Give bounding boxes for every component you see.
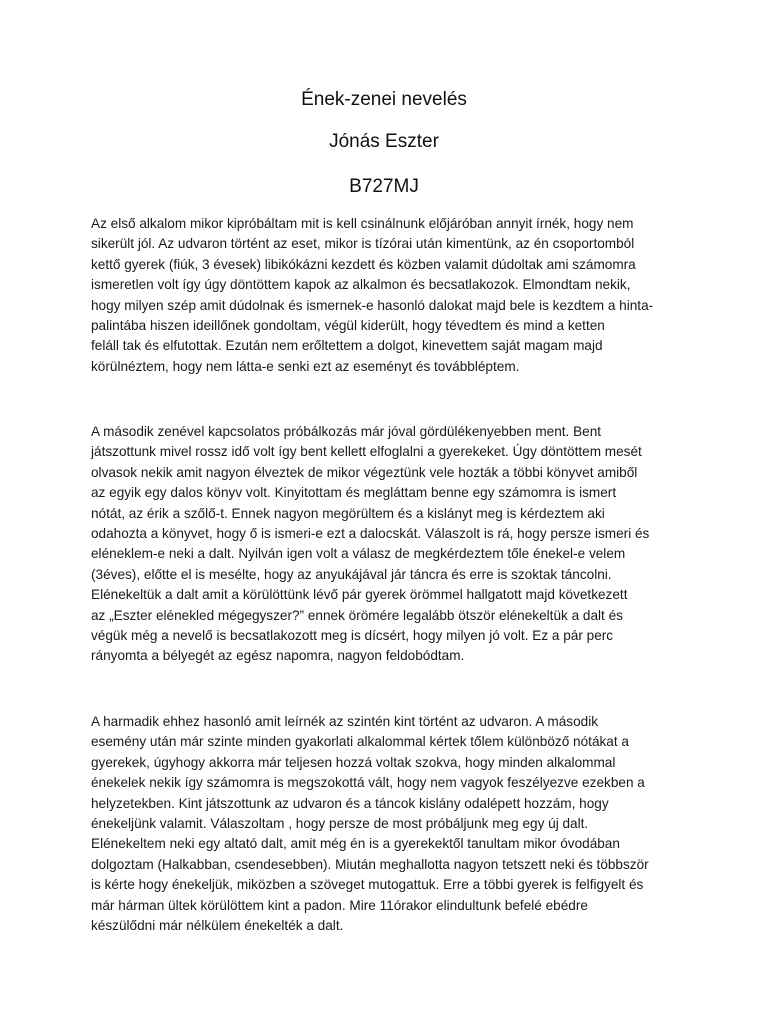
paragraph-line: körülnéztem, hogy nem látta-e senki ezt az eseményt és továbbléptem.	[91, 358, 520, 374]
paragraph-1	[91, 214, 691, 377]
document-title: Ének-zenei nevelés	[301, 89, 467, 110]
paragraph-line: hogy milyen szép amit dúdolnak és ismernek-e hasonló dalokat majd bele is kezdtem a hinta-	[91, 297, 654, 313]
paragraph-line: A második zenével kapcsolatos próbálkozás már jóval gördülékenyebben ment. Bent	[91, 424, 602, 439]
paragraph-2	[91, 422, 691, 667]
paragraph-line: (3éves), előtte el is mesélte, hogy az anyukájával jár táncra és erre is szoktak táncolni.	[91, 566, 612, 582]
paragraph-line: A harmadik ehhez hasonló amit leírnék az szintén kint történt az udvaron. A második	[91, 714, 599, 729]
paragraph-line: játszottunk mivel rossz idő volt így bent kellett elfoglalni a gyerekeket. Úgy döntöttem mesét	[91, 444, 642, 460]
paragraph-line: ismeretlen volt így úgy döntöttem kapok az alkalmon és becsatlakozok. Elmondtam nekik,	[91, 277, 631, 293]
paragraph-line: esemény után már szinte minden gyakorlati alkalommal kértek tőlem különböző nótákat a	[91, 734, 629, 750]
paragraph-line: is kérte hogy énekeljük, miközben a szöveget mutogattuk. Erre a többi gyerek is felfigyelt és	[91, 877, 644, 893]
paragraph-line: Elénekeltük a dalt amit a körülöttünk lévő pár gyerek örömmel hallgatott majd következett	[91, 587, 628, 603]
paragraph-line: az „Eszter elénekled mégegyszer?” ennek örömére legalább ötször elénekeltük a dalt és	[91, 607, 623, 623]
paragraph-line: odahozta a könyvet, hogy ő is ismeri-e ezt a dalocskát. Válaszolt is rá, hogy persze ismeri és	[91, 525, 650, 541]
student-code: B727MJ	[349, 176, 419, 197]
paragraph-line: gyerekek, úgyhogy akkorra már teljesen hozzá voltak szokva, hogy minden alkalommal	[91, 754, 616, 770]
paragraph-line: Az első alkalom mikor kipróbáltam mit is kell csinálnunk előjáróban annyit írnék, hogy nem	[91, 216, 634, 231]
author-name: Jónás Eszter	[329, 131, 439, 152]
paragraph-line: palintába hiszen ideillőnek gondoltam, végül kiderült, hogy tévedtem és mind a ketten	[91, 317, 605, 333]
paragraph-line: énekelek nekik így számomra is megszokottá vált, hogy nem vagyok feszélyezve ezekben a	[91, 775, 645, 791]
paragraph-line: dolgoztam (Halkabban, csendesebben). Miután meghallotta nagyon tetszett neki és többször	[91, 856, 649, 872]
paragraph-line: feláll tak és elfutottak. Ezután nem erőltettem a dolgot, kinevettem saját magam majd	[91, 338, 603, 354]
paragraph-line: olvasok nekik amit nagyon élveztek de mikor végeztünk vele hozták a többi könyvet amiből	[91, 464, 638, 480]
paragraph-line: az egyik egy dalos könyv volt. Kinyitottam és megláttam benne egy számomra is ismert	[91, 485, 617, 501]
paragraph-line: már hárman ültek körülöttem kint a padon. Mire 11órakor elindultunk befelé ebédre	[91, 897, 588, 913]
paragraph-line: készülődni már nélkülem énekelték a dalt.	[91, 917, 344, 933]
paragraph-line: helyzetekben. Kint játszottunk az udvaron és a táncok kislány odalépett hozzám, hogy	[91, 795, 609, 811]
paragraph-line: Elénekeltem neki egy altató dalt, amit még én is a gyerekektől tanultam mikor óvodában	[91, 836, 620, 852]
paragraph-line: rányomta a bélyegét az egész napomra, nagyon feldobódtam.	[91, 648, 465, 664]
paragraph-line: kettő gyerek (fiúk, 3 évesek) libikókázni kezdett és közben valamit dúdoltak ami számomra	[91, 256, 636, 272]
paragraph-line: énekeljünk valamit. Válaszoltam , hogy persze de most próbáljunk meg egy új dalt.	[91, 815, 589, 831]
paragraph-line: eléneklem-e neki a dalt. Nyilván igen volt a válasz de megkérdeztem tőle énekel-e velem	[91, 546, 626, 562]
paragraph-line: nótát, az érik a szőlő-t. Ennek nagyon megörültem és a kislányt meg is kérdeztem aki	[91, 505, 605, 521]
paragraph-line: végük még a nevelő is becsatlakozott meg is dícsért, hogy milyen jó volt. Ez a pár perc	[91, 627, 614, 643]
paragraph-line: sikerült jól. Az udvaron történt az eset, mikor is tízórai után kimentünk, az én csoportomból	[91, 236, 635, 252]
paragraph-3	[91, 712, 691, 936]
